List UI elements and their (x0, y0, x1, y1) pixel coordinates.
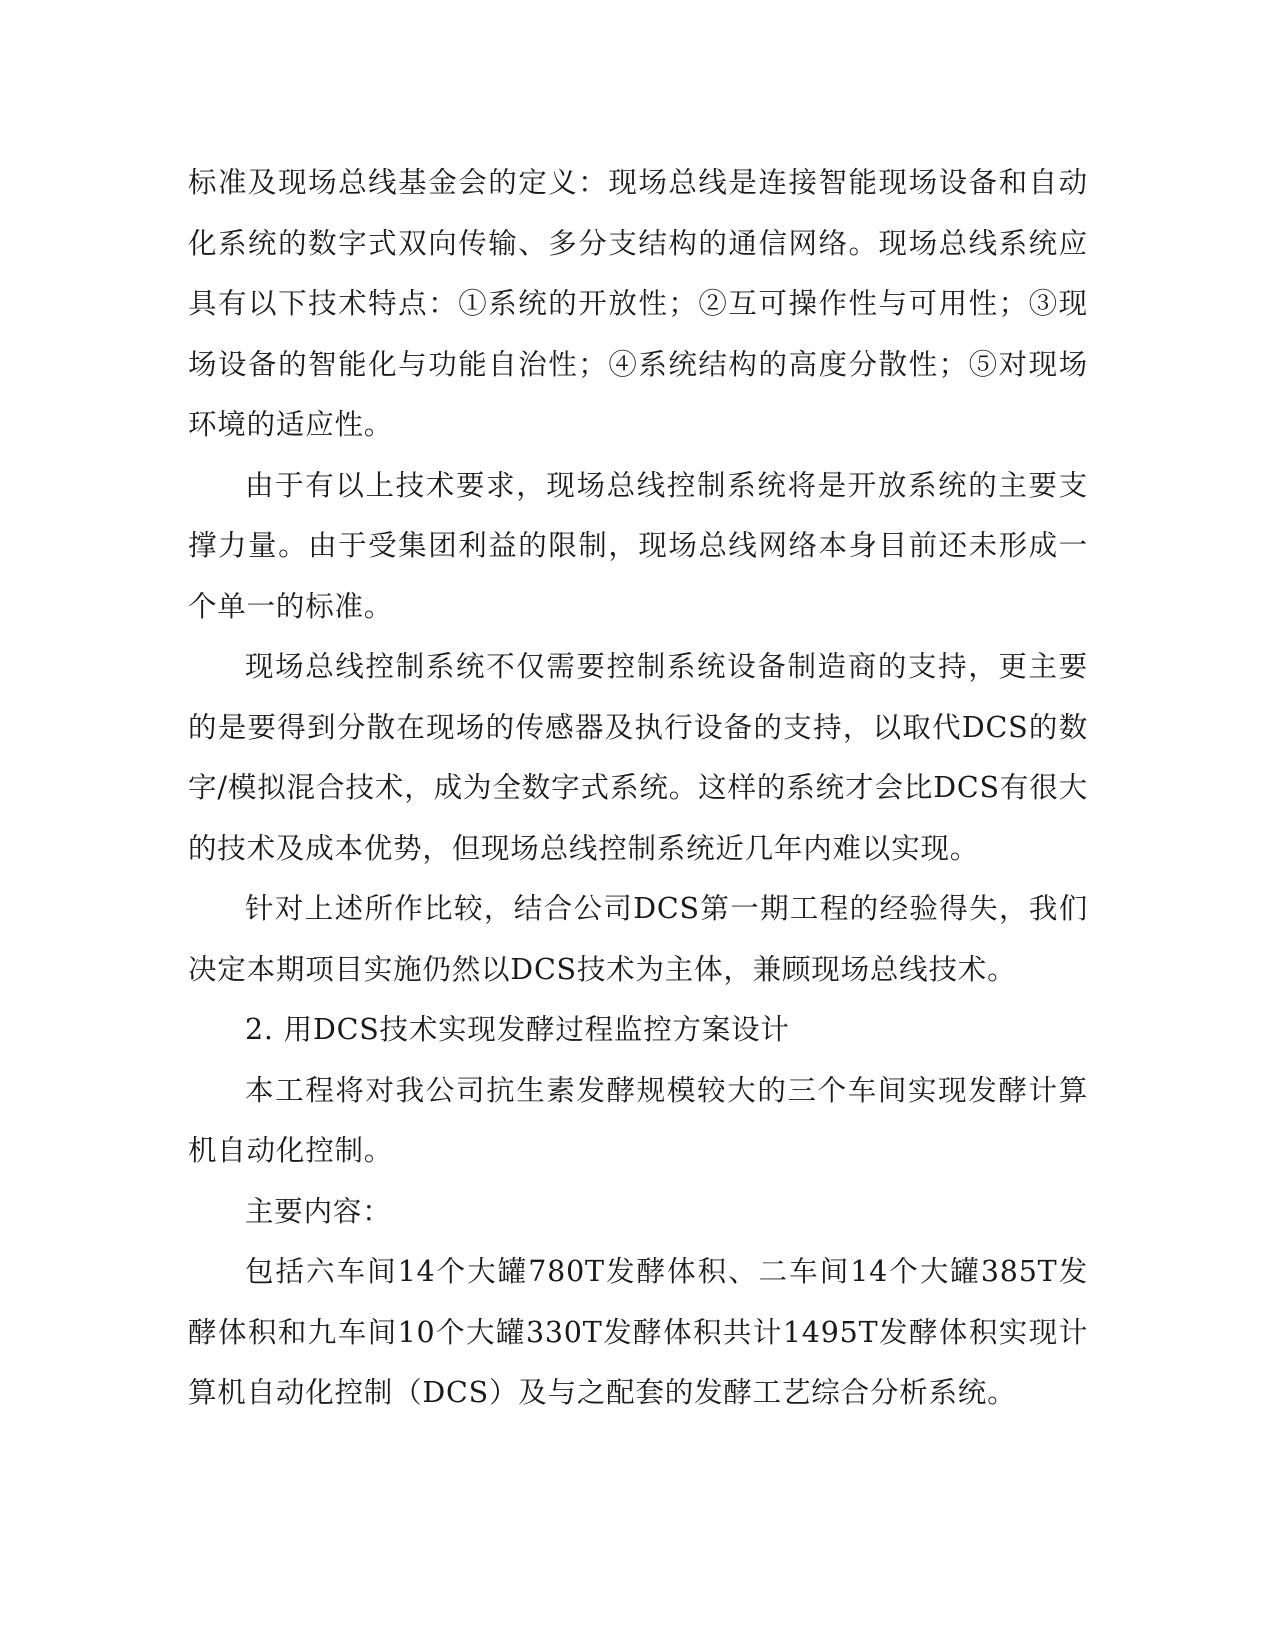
paragraph-decision: 针对上述所作比较，结合公司DCS第一期工程的经验得失，我们决定本期项目实施仍然以DCS技术为主体，兼顾现场总线技术。 (188, 892, 1088, 986)
paragraph-main-content-label: 主要内容： (245, 1194, 392, 1228)
section-heading: 2. 用DCS技术实现发酵过程监控方案设计 (245, 1013, 790, 1046)
paragraph-fieldbus-definition: 标准及现场总线基金会的定义：现场总线是连接智能现场设备和自动化系统的数字式双向传输、多分支结构的通信网络。现场总线系统应具有以下技术特点：①系统的开放性；②互可操作性与可用性；③现场设备的智能化与功能自治性；④系统结构的高度分散性；⑤对现场环境的适应性。 (188, 166, 1088, 441)
paragraph-fieldbus-support: 现场总线控制系统不仅需要控制系统设备制造商的支持，更主要的是要得到分散在现场的传感器及执行设备的支持，以取代DCS的数字/模拟混合技术，成为全数字式系统。这样的系统才会比DCS有很大的技术及成本优势，但现场总线控制系统近几年内难以实现。 (188, 650, 1088, 865)
paragraph-main-content: 包括六车间14个大罐780T发酵体积、二车间14个大罐385T发酵体积和九车间10个大罐330T发酵体积共计1495T发酵体积实现计算机自动化控制（DCS）及与之配套的发酵工艺综合分析系统。 (188, 1255, 1088, 1409)
paragraph-technical-requirements: 由于有以上技术要求，现场总线控制系统将是开放系统的主要支撑力量。由于受集团利益的限制，现场总线网络本身目前还未形成一个单一的标准。 (188, 468, 1088, 623)
paragraph-project-scope: 本工程将对我公司抗生素发酵规模较大的三个车间实现发酵计算机自动化控制。 (188, 1073, 1088, 1167)
body-text (188, 153, 1088, 1424)
